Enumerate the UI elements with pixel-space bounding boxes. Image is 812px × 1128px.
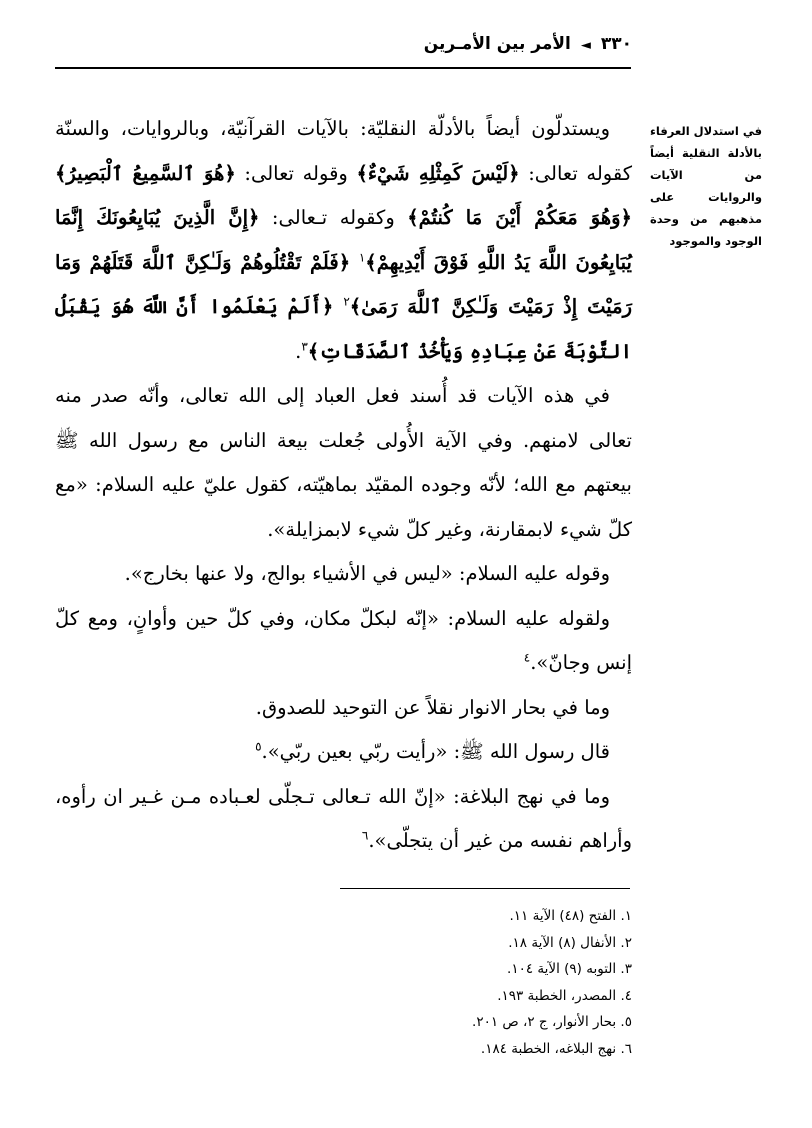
text-span: . bbox=[295, 339, 302, 363]
header-arrow-icon: ◄ bbox=[580, 38, 591, 53]
footnote: ٥. بحار الأنوار، ج ٢، ص ٢٠١. bbox=[472, 1014, 632, 1030]
footnote: ٣. التوبه (٩) الآية ١٠٤. bbox=[507, 961, 632, 977]
paragraph-5: وما في بحار الانوار نقلاً عن التوحيد للصدوق. bbox=[255, 695, 610, 719]
footnotes bbox=[302, 903, 632, 1062]
main-text bbox=[55, 107, 632, 864]
text-span: وقوله تعالى: bbox=[235, 161, 357, 185]
chapter-title: الأمر بين الأمـرين bbox=[423, 34, 571, 54]
paragraph-7 bbox=[55, 775, 632, 864]
margin-note: في استدلال العرفاء بالأدلة النقلية أيضاً من الآيات والروايات على مذهبهم من وحدة الوجود والموجود bbox=[650, 124, 762, 248]
page-number: ٣٣٠ bbox=[600, 34, 632, 54]
text-span: قال رسول الله ﷺ: «رأيت ربّي بعين ربّي». bbox=[261, 740, 610, 763]
header-rule bbox=[55, 67, 631, 69]
paragraph-2: في هذه الآيات قد أُسند فعل العباد إلى الله تعالى، وأنّه صدر منه تعالى لامنهم. وفي الآية الأُولى جُعلت بيعة الناس مع رسول الله ﷺ بيعتهم مع الله؛ لأنّه وجوده المقيّد بماهيّته، كقول عليّ عليه السلام: «مع كلّ شيء لابمقارنة، وغير كلّ شيء لابمزايلة». bbox=[55, 384, 632, 541]
footnote-ref: ٢ bbox=[343, 294, 350, 309]
quran-verse: ﴿لَيْسَ كَمِثْلِهِ شَيْءٌ﴾ bbox=[356, 161, 520, 185]
quran-verse: ﴿هُوَ ٱلسَّمِيعُ ٱلْبَصِيرُ﴾ ﴿وَهُوَ مَعَكُمْ أَيْنَ مَا كُنتُمْ﴾ bbox=[55, 161, 632, 229]
footnote-ref: ٥ bbox=[255, 739, 262, 754]
paragraph-4 bbox=[55, 597, 632, 686]
footnote: ١. الفتح (٤٨) الآية ١١. bbox=[509, 908, 632, 924]
paragraph-3: وقوله عليه السلام: «ليس في الأشياء بوالج، ولا عنها بخارج». bbox=[124, 562, 610, 585]
paragraph-6 bbox=[55, 730, 632, 775]
running-header bbox=[424, 34, 632, 54]
text-span: وما في نهج البلاغة: «إنّ الله تـعالى تـجلّى لعـباده مـن غـير ان رأوه، وأراهم نفسه من غير أن يتجلّى». bbox=[55, 784, 632, 852]
quran-verse: ﴿أَلَمْ يَعْلَمُوا أَنَّ اللَّهَ هُوَ يَقْبَلُ التَّوْبَةَ عَنْ عِبَادِهِ وَيَأْخُذُ ٱلصَّدَقَاتِ﴾ bbox=[55, 295, 632, 363]
footnote: ٤. المصدر، الخطبة ١٩٣. bbox=[497, 987, 632, 1004]
text-span: ويستدلّون أيضاً بالأدلّة النقليّة: بالآيات القرآنيّة، وبالروايات، والسنّة كقوله تعالى: bbox=[55, 117, 633, 185]
footnote-ref: ٣ bbox=[301, 339, 308, 353]
quran-verse: ﴿إِنَّ الَّذِينَ يُبَايِعُونَكَ إِنَّمَا يُبَايِعُونَ اللَّهَ يَدُ اللَّهِ فَوْقَ أَيْدِيهِمْ﴾ bbox=[55, 206, 632, 274]
quran-verse: ﴿فَلَمْ تَقْتُلُوهُمْ وَلَـٰكِنَّ ٱللَّهَ قَتَلَهُمْ وَمَا رَمَيْتَ إِذْ رَمَيْتَ وَلَـٰكِنَّ ٱللَّهَ رَمَىٰ﴾ bbox=[55, 250, 633, 318]
text-span: ولقوله عليه السلام: «إنّه لبكلّ مكان، وفي كلّ حين وأوانٍ، ومع كلّ إنس وجانّ». bbox=[55, 606, 632, 674]
footnote-ref: ١ bbox=[358, 250, 366, 264]
footnote: ٦. نهج البلاغه، الخطبة ١٨٤. bbox=[480, 1040, 632, 1057]
footnote-ref: ٦ bbox=[361, 828, 369, 843]
paragraph-1 bbox=[55, 107, 632, 374]
footnote-ref: ٤ bbox=[523, 650, 531, 665]
footnote: ٢. الأنفال (٨) الآية ١٨. bbox=[508, 934, 632, 951]
text-span: وكقوله تـعالى: bbox=[259, 206, 408, 229]
footnote-rule bbox=[340, 888, 630, 889]
